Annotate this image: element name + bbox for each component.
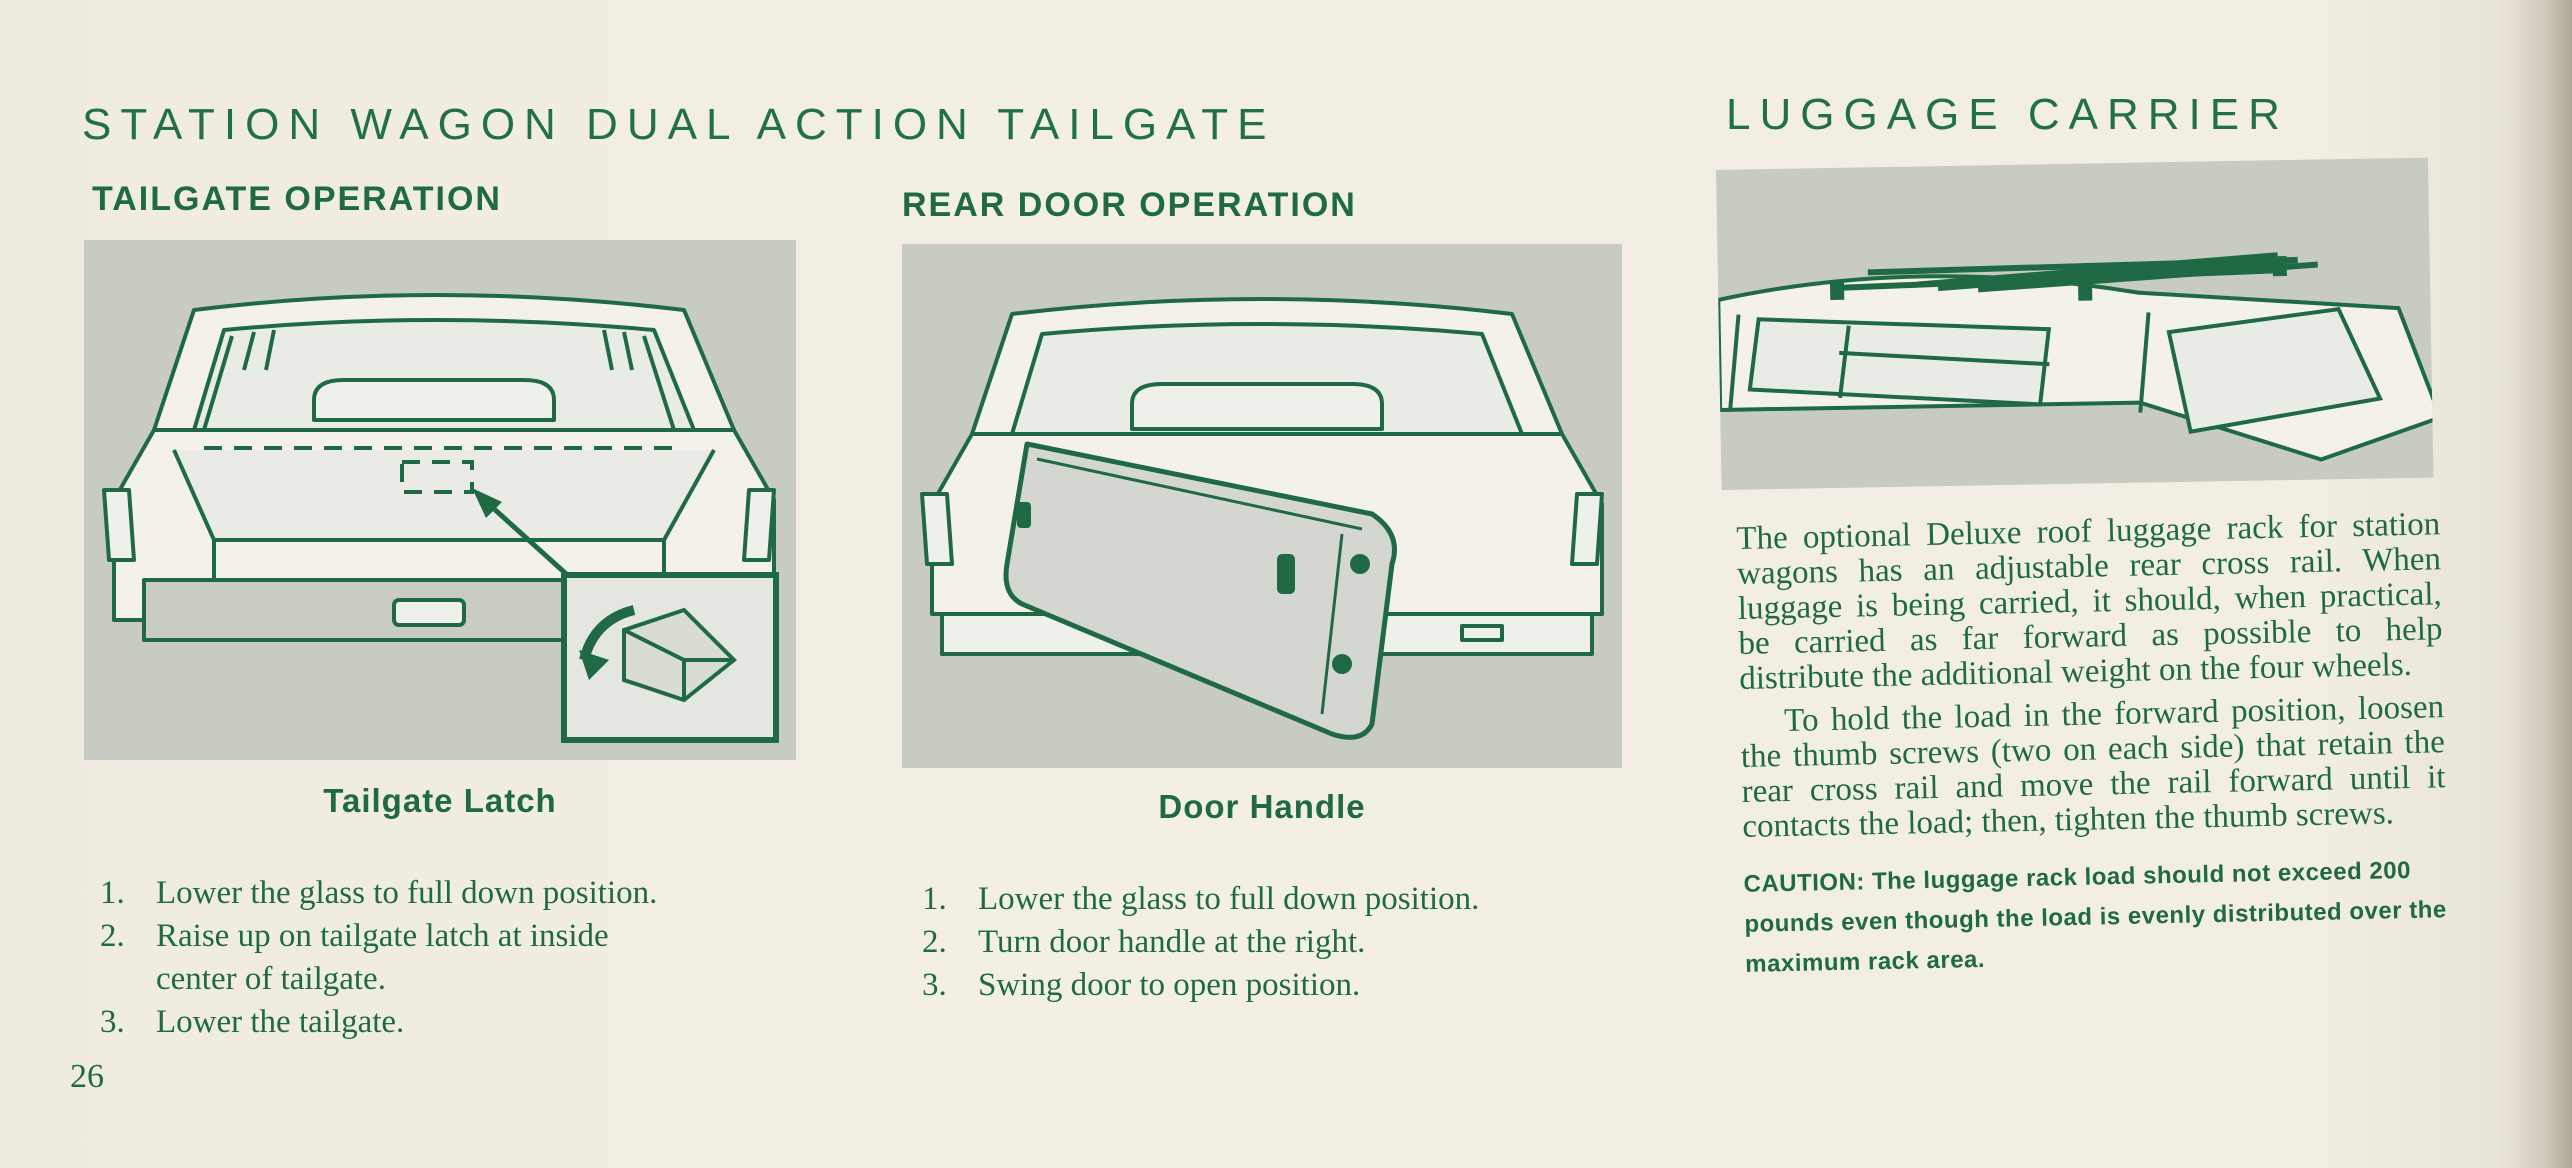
luggage-carrier-description — [1736, 507, 2450, 985]
roof-rack-drawing — [1716, 158, 2433, 490]
paragraph: The optional Deluxe roof luggage rack for station wagons has an adjustable rear cross rail. When luggage is being carried, it should, when practical, be carried as far forward as possible to help distribute the additional weight on the four wheels. — [1735, 506, 2443, 697]
paragraph: To hold the load in the forward position, loosen the thumb screws (two on each side) that retain the rear cross rail and move the rail forward until it contacts the load; then, tighten the thumb screws. — [1740, 689, 2446, 845]
step-number: 2. — [922, 924, 947, 960]
caution-label: CAUTION: — [1743, 868, 1866, 898]
caution-note — [1743, 850, 2449, 985]
rear-door-steps-list — [922, 878, 1479, 1007]
tailgate-latch-caption: Tailgate Latch — [323, 782, 557, 819]
list-item — [100, 915, 657, 1001]
rear-door-wagon-drawing — [902, 244, 1622, 768]
list-item — [100, 1001, 657, 1044]
step-text: Lower the tailgate. — [156, 1004, 405, 1040]
tailgate-steps-list — [100, 872, 657, 1044]
step-text: Lower the glass to full down position. — [978, 881, 1480, 917]
page-number: 26 — [70, 1058, 104, 1095]
luggage-rack-illustration — [1716, 158, 2433, 490]
step-number: 1. — [922, 881, 947, 917]
list-item — [922, 964, 1479, 1007]
luggage-carrier-title: LUGGAGE CARRIER — [1726, 90, 2289, 139]
step-number: 1. — [100, 875, 125, 911]
step-number: 3. — [922, 967, 947, 1003]
tailgate-section-title: STATION WAGON DUAL ACTION TAILGATE — [82, 100, 1276, 149]
rear-door-operation-heading: REAR DOOR OPERATION — [902, 186, 1357, 224]
list-item — [922, 878, 1479, 921]
list-item — [922, 921, 1479, 964]
page-fold-shadow — [2514, 0, 2572, 1168]
step-text: Lower the glass to full down position. — [156, 875, 658, 911]
list-item — [100, 872, 657, 915]
tailgate-operation-heading: TAILGATE OPERATION — [92, 180, 502, 218]
step-text: Turn door handle at the right. — [978, 924, 1366, 960]
door-handle-caption: Door Handle — [1158, 788, 1366, 825]
rear-door-illustration — [902, 244, 1622, 768]
step-number: 3. — [100, 1004, 125, 1040]
tailgate-wagon-drawing — [84, 240, 796, 760]
step-number: 2. — [100, 918, 125, 954]
caution-text: The luggage rack load should not exceed 200 pounds even though the load is evenly distributed over the maximum rack area. — [1744, 856, 2447, 978]
step-text: Swing door to open position. — [978, 967, 1361, 1003]
tailgate-illustration — [84, 240, 796, 760]
step-text: Raise up on tailgate latch at inside center of tailgate. — [156, 918, 609, 997]
